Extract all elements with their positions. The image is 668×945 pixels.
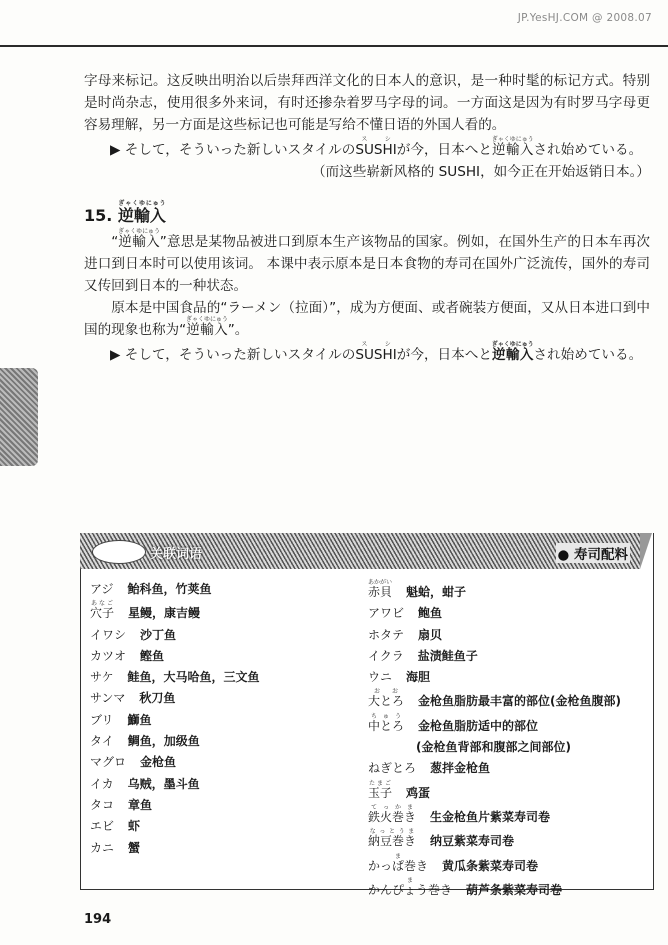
vocab-item <box>368 877 621 901</box>
vocab-chinese: 沙丁鱼 <box>140 627 177 642</box>
keyword: 逆輸入ぎゃくゆにゅう <box>491 136 534 158</box>
vocab-item <box>368 688 621 712</box>
vocab-japanese: イクラ <box>368 648 404 663</box>
vocab-japanese: 穴子あなご <box>90 600 115 621</box>
vocab-chinese: 金枪鱼 <box>140 755 177 770</box>
vocab-item <box>368 737 621 758</box>
vocab-chinese: 金枪鱼脂肪最丰富的部位(金枪鱼腹部) <box>418 694 621 709</box>
vocab-chinese: 鲐科鱼，竹荚鱼 <box>127 582 212 596</box>
vocab-column-left <box>90 579 260 859</box>
vocab-japanese: ホタテ <box>368 627 405 642</box>
vocab-item <box>90 710 260 731</box>
vocab-item <box>368 853 621 877</box>
vocab-item <box>90 625 260 646</box>
vocab-japanese: ねぎとろ <box>368 761 417 776</box>
vocab-japanese: 中とろちゅう <box>368 712 405 733</box>
intro-paragraph: 字母来标记。这反映出明治以后崇拜西洋文化的日本人的意识，是一种时髦的标记方式。特别是时尚杂志，使用很多外来词，有时还掺杂着罗马字母的词。一方面这是因为有时罗马字母更容易理解，另一方面是这些标记也可能是写给不懂日语的外国人看的。 <box>84 73 650 133</box>
vocab-chinese: 鸡蛋 <box>406 785 431 800</box>
vocab-japanese: カニ <box>90 840 115 855</box>
vocab-japanese: サケ <box>90 670 114 685</box>
vocab-chinese: 魁蛤，蚶子 <box>406 585 467 599</box>
vocab-chinese: 鰤鱼 <box>127 712 152 727</box>
speech-bubble-icon <box>92 540 146 564</box>
vocab-chinese: 鲣鱼 <box>140 648 165 663</box>
vocab-chinese: 生金枪鱼片紫菜寿司卷 <box>430 809 551 824</box>
box-header-right: ● 寿司配料 <box>556 543 630 563</box>
vocab-chinese: 秋刀鱼 <box>139 691 176 706</box>
vocab-chinese: 蟹 <box>128 840 141 855</box>
vocab-item <box>368 646 621 667</box>
vocab-japanese: エビ <box>90 819 115 834</box>
sushi-word: SUSHIスシ <box>355 136 397 158</box>
vocab-japanese: アジ <box>90 582 114 596</box>
vocab-chinese: 纳豆紫菜寿司卷 <box>430 834 515 849</box>
vocab-chinese: 盐渍鲑鱼子 <box>417 648 478 663</box>
vocab-item <box>368 625 621 646</box>
vocab-chinese: 章鱼 <box>128 797 153 812</box>
vocab-japanese: かんぴょう巻きま <box>368 876 453 897</box>
vocab-japanese: かっぱ巻きま <box>368 852 429 873</box>
vocab-chinese: 星鳗，康吉鳗 <box>128 606 201 621</box>
watermark: JP.YesHJ.COM @ 2008.07 <box>517 12 652 24</box>
vocab-item <box>90 731 260 752</box>
vocab-item <box>368 780 621 804</box>
vocab-chinese: 鲍鱼 <box>418 606 443 621</box>
section-body <box>84 228 650 366</box>
header-rule <box>0 45 668 47</box>
example-text: が今，日本へと <box>396 142 492 158</box>
vocab-item <box>90 752 260 773</box>
vocab-item <box>90 838 260 859</box>
vocab-chinese: (金枪鱼背部和腹部之间部位) <box>416 740 571 755</box>
vocab-item <box>368 758 621 779</box>
vocab-item <box>368 713 621 737</box>
definition-paragraph: “逆輸入ぎゃくゆにゅう”意思是某物品被进口到原本生产该物品的国家。例如，在国外生产的日本车再次进口到日本时可以使用该词。 本课中表示原本是日本食物的寿司在国外广泛流传，国外的寿司又传回到日本的一种状态。 <box>84 228 650 294</box>
vocab-column-right <box>368 579 621 901</box>
section-heading: 15. 逆輸入ぎゃくゆにゅう <box>84 200 166 225</box>
page-number: 194 <box>84 912 112 927</box>
vocab-japanese: カツオ <box>90 648 127 663</box>
vocab-japanese: 鉄火巻きてっかま <box>368 803 417 824</box>
vocab-japanese: イカ <box>90 776 114 791</box>
vocab-chinese: 黄瓜条紫菜寿司卷 <box>442 858 539 873</box>
vocab-japanese: タコ <box>90 797 115 812</box>
vocab-japanese: 大とろおお <box>368 688 405 709</box>
example-text: ▶ そして，そういった新しいスタイルの <box>110 142 356 158</box>
vocab-japanese: 玉子たまご <box>368 779 393 800</box>
vocab-item <box>90 816 260 837</box>
vocab-item <box>368 603 621 624</box>
vocab-item <box>368 804 621 828</box>
vocab-chinese: 乌贼，墨斗鱼 <box>127 776 200 791</box>
vocab-item <box>90 667 260 688</box>
vocab-chinese: 葱拌金枪鱼 <box>430 761 491 776</box>
vocab-japanese: タイ <box>90 734 114 749</box>
vocab-chinese: 扇贝 <box>418 627 443 642</box>
vocab-item <box>368 667 621 688</box>
example-text: され始めている。 <box>533 142 643 158</box>
vocab-japanese: 納豆巻きなっとうま <box>368 828 417 849</box>
vocab-item <box>90 795 260 816</box>
vocab-chinese: 葫芦条紫菜寿司卷 <box>466 882 563 897</box>
example-sentence-1 <box>84 136 650 161</box>
vocab-item <box>90 579 260 600</box>
vocab-item <box>368 828 621 852</box>
vocab-chinese: 虾 <box>128 819 141 834</box>
vocab-item <box>368 579 621 603</box>
vocab-japanese: イワシ <box>90 627 127 642</box>
vocab-chinese: 海胆 <box>406 670 431 685</box>
vocab-japanese: ウニ <box>368 670 393 685</box>
vocab-japanese: サンマ <box>90 691 126 706</box>
example-translation: （而这些崭新风格的 SUSHI，如今正在开始返销日本。） <box>311 164 650 180</box>
intro-block <box>84 70 650 183</box>
vocab-chinese: 鲷鱼，加级鱼 <box>127 734 200 749</box>
vocab-item <box>90 600 260 624</box>
vocab-japanese: ブリ <box>90 712 114 727</box>
vocab-item <box>90 688 260 709</box>
vocab-japanese: 赤貝あかがい <box>368 579 393 599</box>
box-header-left: 关联词语 <box>150 547 203 562</box>
chapter-side-tab <box>0 368 38 466</box>
vocab-japanese: マグロ <box>90 755 127 770</box>
vocab-japanese: アワビ <box>368 606 405 621</box>
page-fold-decoration <box>640 533 652 569</box>
example-sentence-2: ▶ そして，そういった新しいスタイルのSUSHIスシが今，日本へと逆輸入ぎゃくゆにゅうされ始めている。 <box>110 341 643 363</box>
ramen-paragraph: 原本是中国食品的“ラーメン（拉面）”，成为方便面、或者碗装方便面，又从日本进口到中国的现象也称为“逆輸入ぎゃくゆにゅう”。 <box>84 300 650 338</box>
vocab-item <box>90 646 260 667</box>
vocab-chinese: 金枪鱼脂肪适中的部位 <box>418 718 539 733</box>
vocab-chinese: 鲑鱼，大马哈鱼，三文鱼 <box>127 670 260 685</box>
vocab-item <box>90 774 260 795</box>
